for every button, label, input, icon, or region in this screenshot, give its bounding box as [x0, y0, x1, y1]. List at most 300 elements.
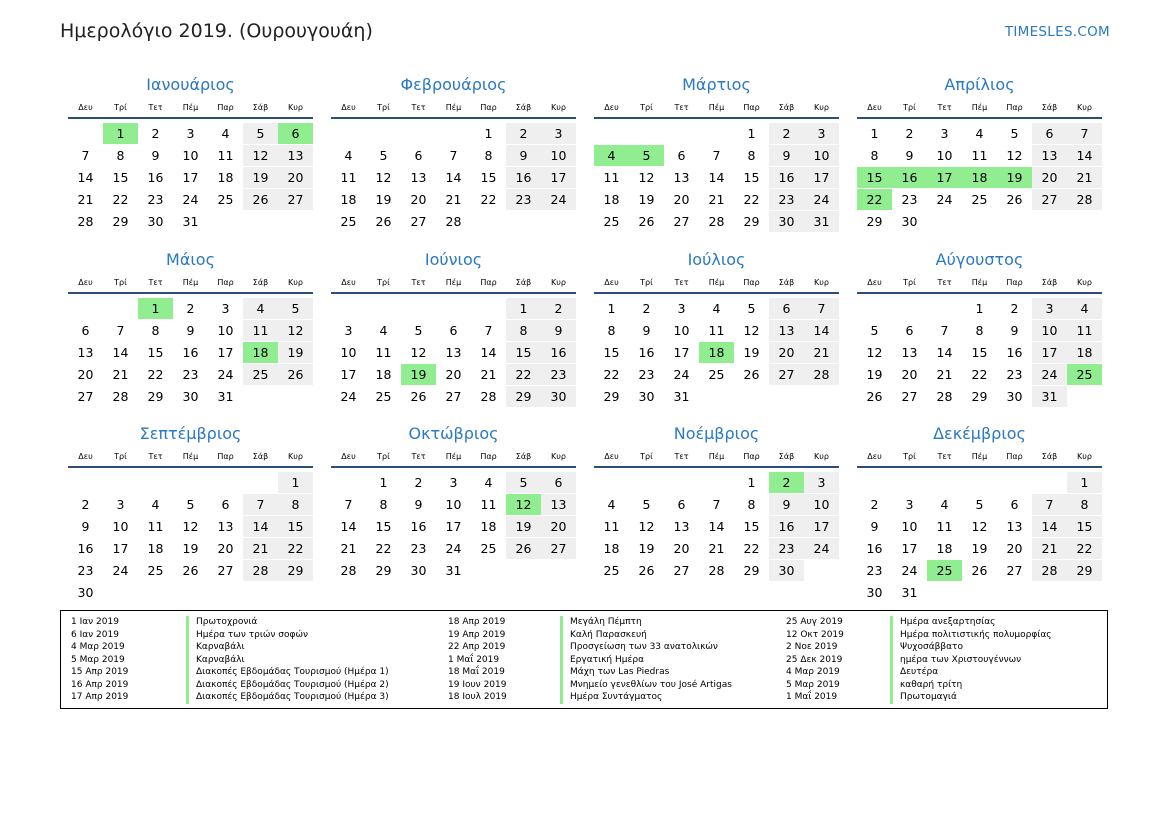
weekday-label: Δευ [604, 278, 619, 287]
day-cell: 16 [410, 519, 427, 534]
weekday-label: Τετ [937, 278, 952, 287]
holiday-name: Ημέρα των τριών σοφών [186, 629, 308, 642]
day-cell: 21 [243, 538, 278, 559]
day-cell: 3 [344, 323, 353, 338]
day-cell: 23 [901, 192, 918, 207]
day-cell: 13 [278, 145, 313, 166]
empty-day-cell [699, 123, 734, 144]
month-calendar [68, 421, 313, 604]
empty-day-cell [1067, 582, 1102, 603]
empty-day-cell [892, 298, 927, 319]
empty-day-cell [664, 123, 699, 144]
empty-day-cell [243, 582, 278, 603]
day-cell: 25 [340, 214, 357, 229]
day-cell: 14 [936, 345, 953, 360]
day-cell: 25 [243, 364, 278, 385]
day-cell: 7 [712, 148, 721, 163]
empty-day-cell [927, 298, 962, 319]
day-cell: 27 [1032, 189, 1067, 210]
week-row [331, 342, 576, 364]
day-cell: 7 [940, 323, 949, 338]
day-cell: 13 [1006, 519, 1023, 534]
day-cell: 8 [506, 320, 541, 341]
weekday-label: Τρί [114, 278, 127, 287]
weekday-label: Κυρ [1077, 452, 1092, 461]
day-cell: 24 [673, 367, 690, 382]
week-row [857, 386, 1102, 408]
legend-entry [71, 629, 389, 642]
week-row [68, 342, 313, 364]
weekday-label: Τρί [377, 452, 390, 461]
weekday-label: Σάβ [515, 452, 532, 461]
week-row [594, 472, 839, 494]
weekday-label: Παρ [480, 452, 497, 461]
week-row [331, 211, 576, 233]
month-name: Σεπτέμβριος [139, 424, 242, 443]
week-row [68, 364, 313, 386]
day-cell: 10 [804, 494, 839, 515]
day-cell: 7 [804, 298, 839, 319]
weekday-label: Τετ [937, 103, 952, 112]
day-cell: 9 [151, 148, 160, 163]
day-cell: 26 [971, 563, 988, 578]
day-cell: 25 [480, 541, 497, 556]
day-cell: 2 [642, 301, 651, 316]
day-cell: 9 [769, 494, 804, 515]
day-cell: 13 [217, 519, 234, 534]
day-cell: 1 [484, 126, 493, 141]
day-cell: 12 [410, 345, 427, 360]
legend-entry [71, 641, 389, 654]
day-cell: 28 [445, 214, 462, 229]
holiday-name: Καλή Παρασκευή [560, 629, 647, 642]
weekday-label: Πέμ [445, 103, 462, 112]
weekday-label: Κυρ [551, 278, 566, 287]
day-cell: 7 [81, 148, 90, 163]
day-cell: 18 [936, 541, 953, 556]
week-row [331, 123, 576, 145]
day-cell: 14 [445, 170, 462, 185]
day-cell: 5 [1010, 126, 1019, 141]
holiday-name: Πρωτομαγιά [890, 691, 957, 704]
day-cell: 17 [1032, 342, 1067, 363]
day-cell: 8 [870, 148, 879, 163]
day-cell: 16 [506, 167, 541, 188]
week-row [857, 189, 1102, 211]
day-cell: 22 [506, 364, 541, 385]
day-cell: 3 [186, 126, 195, 141]
day-cell: 5 [414, 323, 423, 338]
day-cell: 5 [642, 497, 651, 512]
day-cell: 12 [375, 170, 392, 185]
empty-day-cell [401, 123, 436, 144]
holiday-day-cell: 2 [769, 472, 804, 493]
legend-column [786, 616, 1052, 704]
week-row [331, 494, 576, 516]
week-row [594, 364, 839, 386]
day-cell: 13 [77, 345, 94, 360]
month-name: Οκτώβριος [408, 424, 499, 443]
legend-entry [786, 666, 1052, 679]
day-cell: 1 [278, 472, 313, 493]
month-calendar [594, 247, 839, 408]
weekday-label: Πέμ [182, 278, 199, 287]
day-cell: 16 [866, 541, 883, 556]
legend-entry [448, 641, 732, 654]
day-cell: 28 [112, 389, 129, 404]
weekday-header [331, 98, 576, 119]
day-cell: 24 [1032, 364, 1067, 385]
day-cell: 12 [243, 145, 278, 166]
day-cell: 12 [638, 519, 655, 534]
empty-day-cell [173, 582, 208, 603]
weekday-label: Σάβ [1041, 452, 1058, 461]
day-cell: 24 [901, 563, 918, 578]
holiday-date: 18 Απρ 2019 [448, 617, 506, 627]
day-cell: 13 [445, 345, 462, 360]
month-name: Ιούλιος [687, 250, 746, 269]
weekday-label: Τρί [377, 103, 390, 112]
day-cell: 24 [112, 563, 129, 578]
weekday-label: Τετ [148, 452, 163, 461]
week-row [331, 167, 576, 189]
weekday-header [857, 447, 1102, 468]
weekday-label: Κυρ [1077, 278, 1092, 287]
day-cell: 6 [1032, 123, 1067, 144]
day-cell: 11 [340, 170, 357, 185]
month-name: Αύγουστος [935, 250, 1024, 269]
day-cell: 10 [804, 145, 839, 166]
day-cell: 28 [708, 214, 725, 229]
day-cell: 25 [971, 192, 988, 207]
day-cell: 14 [112, 345, 129, 360]
day-cell: 9 [642, 323, 651, 338]
week-row [331, 472, 576, 494]
day-cell: 13 [673, 519, 690, 534]
day-cell: 22 [375, 541, 392, 556]
day-cell: 20 [673, 541, 690, 556]
day-cell: 16 [182, 345, 199, 360]
day-cell: 2 [905, 126, 914, 141]
day-cell: 12 [1006, 148, 1023, 163]
day-cell: 18 [217, 170, 234, 185]
day-cell: 3 [221, 301, 230, 316]
week-row [68, 189, 313, 211]
week-row [857, 211, 1102, 233]
day-cell: 25 [603, 563, 620, 578]
day-cell: 17 [112, 541, 129, 556]
holiday-date: 16 Απρ 2019 [71, 679, 129, 690]
empty-day-cell [962, 472, 997, 493]
week-row [857, 538, 1102, 560]
day-cell: 21 [708, 541, 725, 556]
holiday-name: Μεγάλη Πέμπτη [560, 616, 642, 629]
day-cell: 9 [81, 519, 90, 534]
empty-day-cell [699, 472, 734, 493]
weekday-label: Πέμ [971, 103, 988, 112]
day-cell: 10 [901, 519, 918, 534]
day-cell: 23 [866, 563, 883, 578]
day-cell: 7 [712, 497, 721, 512]
legend-entry [786, 641, 1052, 654]
week-row [68, 298, 313, 320]
day-cell: 10 [673, 323, 690, 338]
day-cell: 15 [147, 345, 164, 360]
weekday-label: Τετ [148, 103, 163, 112]
day-cell: 1 [747, 475, 756, 490]
day-cell: 5 [506, 472, 541, 493]
week-row [857, 364, 1102, 386]
day-cell: 5 [870, 323, 879, 338]
empty-day-cell [1067, 386, 1102, 407]
day-cell: 23 [541, 364, 576, 385]
day-cell: 2 [186, 301, 195, 316]
site-link[interactable]: TIMESLES.COM [1004, 24, 1110, 40]
day-cell: 12 [743, 323, 760, 338]
day-cell: 19 [506, 516, 541, 537]
day-cell: 24 [445, 541, 462, 556]
empty-day-cell [436, 123, 471, 144]
day-cell: 15 [112, 170, 129, 185]
day-cell: 16 [769, 516, 804, 537]
day-cell: 22 [971, 367, 988, 382]
holiday-date: 19 Ιουν 2019 [448, 679, 507, 690]
week-row [594, 167, 839, 189]
day-cell: 1 [975, 301, 984, 316]
day-cell: 10 [340, 345, 357, 360]
day-cell: 16 [638, 345, 655, 360]
holiday-date: 25 Αυγ 2019 [786, 617, 843, 627]
day-cell: 19 [375, 192, 392, 207]
day-cell: 13 [673, 170, 690, 185]
holiday-name: Μάχη των Las Piedras [560, 666, 669, 679]
legend-entry [71, 616, 389, 629]
day-cell: 12 [638, 170, 655, 185]
empty-day-cell [401, 298, 436, 319]
day-cell: 20 [673, 192, 690, 207]
day-cell: 2 [541, 298, 576, 319]
holiday-date: 5 Μαρ 2019 [71, 654, 125, 665]
empty-day-cell [103, 472, 138, 493]
empty-day-cell [366, 123, 401, 144]
holiday-date: 18 Μαΐ 2019 [448, 667, 505, 677]
day-cell: 14 [1032, 516, 1067, 537]
day-cell: 22 [278, 538, 313, 559]
weekday-label: Κυρ [551, 452, 566, 461]
empty-day-cell [594, 123, 629, 144]
day-cell: 23 [182, 367, 199, 382]
day-cell: 23 [769, 189, 804, 210]
day-cell: 11 [971, 148, 988, 163]
day-cell: 22 [743, 192, 760, 207]
empty-day-cell [997, 582, 1032, 603]
weekday-label: Σάβ [515, 103, 532, 112]
empty-day-cell [506, 560, 541, 581]
day-cell: 1 [1067, 472, 1102, 493]
day-cell: 21 [708, 192, 725, 207]
weekday-label: Παρ [743, 103, 760, 112]
day-cell: 16 [541, 342, 576, 363]
day-cell: 1 [747, 126, 756, 141]
month-calendar [594, 421, 839, 582]
week-row [331, 386, 576, 408]
weekday-label: Κυρ [1077, 103, 1092, 112]
week-row [68, 538, 313, 560]
legend-entry [786, 629, 1052, 642]
day-cell: 2 [769, 123, 804, 144]
month-calendar [857, 72, 1102, 233]
empty-day-cell [103, 298, 138, 319]
day-cell: 25 [603, 214, 620, 229]
week-row [594, 386, 839, 408]
empty-day-cell [138, 472, 173, 493]
weekday-header [594, 273, 839, 294]
week-row [68, 145, 313, 167]
weekday-label: Τετ [411, 103, 426, 112]
weekday-label: Σάβ [515, 278, 532, 287]
day-cell: 19 [243, 167, 278, 188]
weekday-label: Τετ [674, 452, 689, 461]
day-cell: 7 [1067, 123, 1102, 144]
empty-day-cell [278, 386, 313, 407]
day-cell: 29 [971, 389, 988, 404]
weekday-label: Σάβ [778, 452, 795, 461]
week-row [857, 494, 1102, 516]
day-cell: 17 [804, 167, 839, 188]
holiday-name: Διακοπές Εβδομάδας Τουρισμού (Ημέρα 1) [186, 666, 389, 679]
day-cell: 2 [506, 123, 541, 144]
day-cell: 20 [77, 367, 94, 382]
weekday-header [857, 98, 1102, 119]
legend-entry [448, 629, 732, 642]
day-cell: 15 [743, 170, 760, 185]
weekday-label: Παρ [217, 278, 234, 287]
day-cell: 22 [603, 367, 620, 382]
empty-day-cell [366, 298, 401, 319]
day-cell: 9 [870, 519, 879, 534]
day-cell: 18 [1067, 342, 1102, 363]
day-cell: 11 [603, 519, 620, 534]
weekday-label: Σάβ [252, 103, 269, 112]
holiday-day-cell: 6 [278, 123, 313, 144]
weekday-label: Σάβ [252, 278, 269, 287]
day-cell: 26 [638, 563, 655, 578]
day-cell: 17 [340, 367, 357, 382]
day-cell: 20 [1032, 167, 1067, 188]
day-cell: 17 [804, 516, 839, 537]
day-cell: 11 [708, 323, 725, 338]
day-cell: 8 [278, 494, 313, 515]
week-row [857, 560, 1102, 582]
empty-day-cell [138, 582, 173, 603]
day-cell: 15 [480, 170, 497, 185]
legend-entry [786, 679, 1052, 692]
month-name: Μάρτιος [682, 75, 751, 94]
holiday-name: Μνημείο γενεθλίων του José Artigas [560, 679, 732, 692]
weekday-label: Τρί [903, 278, 916, 287]
day-cell: 17 [217, 345, 234, 360]
day-cell: 15 [278, 516, 313, 537]
empty-day-cell [331, 472, 366, 493]
empty-day-cell [103, 582, 138, 603]
day-cell: 31 [804, 211, 839, 232]
week-row [857, 582, 1102, 604]
empty-day-cell [629, 123, 664, 144]
day-cell: 8 [975, 323, 984, 338]
month-calendar [331, 421, 576, 582]
day-cell: 19 [971, 541, 988, 556]
holiday-name: Ψυχοσάββατο [890, 641, 963, 654]
weekday-header [857, 273, 1102, 294]
weekday-header [68, 98, 313, 119]
day-cell: 28 [1032, 560, 1067, 581]
day-cell: 4 [975, 126, 984, 141]
day-cell: 26 [638, 214, 655, 229]
weekday-label: Παρ [743, 452, 760, 461]
day-cell: 10 [1032, 320, 1067, 341]
holiday-day-cell: 22 [857, 189, 892, 210]
weekday-label: Τρί [640, 452, 653, 461]
day-cell: 9 [414, 497, 423, 512]
day-cell: 31 [217, 389, 234, 404]
day-cell: 3 [449, 475, 458, 490]
day-cell: 17 [445, 519, 462, 534]
empty-day-cell [927, 582, 962, 603]
day-cell: 2 [151, 126, 160, 141]
week-row [68, 472, 313, 494]
day-cell: 29 [506, 386, 541, 407]
month-name: Ιούνιος [424, 250, 483, 269]
day-cell: 26 [743, 367, 760, 382]
day-cell: 1 [506, 298, 541, 319]
legend-entry [71, 679, 389, 692]
day-cell: 10 [217, 323, 234, 338]
day-cell: 6 [905, 323, 914, 338]
day-cell: 15 [603, 345, 620, 360]
day-cell: 8 [607, 323, 616, 338]
weekday-label: Δευ [341, 103, 356, 112]
day-cell: 18 [480, 519, 497, 534]
day-cell: 31 [445, 563, 462, 578]
week-row [857, 516, 1102, 538]
day-cell: 8 [747, 148, 756, 163]
day-cell: 16 [769, 167, 804, 188]
day-cell: 14 [1067, 145, 1102, 166]
holiday-date: 18 Ιουλ 2019 [448, 692, 507, 702]
day-cell: 11 [480, 497, 497, 512]
month-calendar [331, 72, 576, 233]
day-cell: 9 [1010, 323, 1019, 338]
day-cell: 9 [506, 145, 541, 166]
day-cell: 6 [449, 323, 458, 338]
weekday-label: Κυρ [288, 278, 303, 287]
day-cell: 18 [340, 192, 357, 207]
day-cell: 27 [901, 389, 918, 404]
empty-day-cell [331, 298, 366, 319]
holiday-name: Καρναβάλι [186, 641, 245, 654]
legend-entry [71, 691, 389, 704]
day-cell: 29 [743, 214, 760, 229]
day-cell: 8 [1067, 494, 1102, 515]
day-cell: 9 [769, 145, 804, 166]
weekday-label: Τετ [937, 452, 952, 461]
day-cell: 3 [116, 497, 125, 512]
month-name: Μάιος [166, 250, 215, 269]
month-name: Απρίλιος [944, 75, 1015, 94]
holiday-day-cell: 15 [857, 167, 892, 188]
holiday-name: Εργατική Ημέρα [560, 654, 644, 667]
day-cell: 24 [804, 189, 839, 210]
